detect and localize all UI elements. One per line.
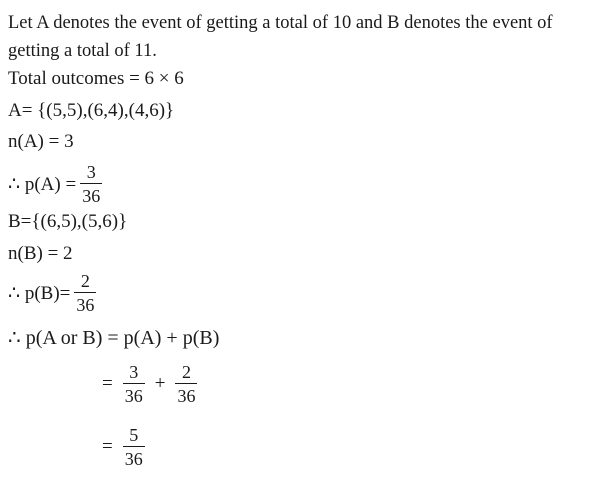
result-step (96, 425, 149, 469)
fraction-bar (175, 383, 197, 384)
fraction-bar (123, 446, 145, 447)
probability-a-prefix: ∴ p(A) = (8, 173, 77, 195)
probability-b-prefix: ∴ p(B)= (8, 282, 71, 304)
total-outcomes: Total outcomes = 6 × 6 (8, 68, 184, 89)
count-a: n(A) = 3 (8, 131, 74, 152)
fraction-denominator: 36 (124, 386, 143, 406)
fraction-bar (123, 383, 145, 384)
probability-b (8, 271, 100, 315)
probability-a (8, 162, 106, 206)
fraction-denominator: 36 (177, 386, 196, 406)
sum-step (96, 362, 201, 406)
result-fraction (123, 425, 145, 469)
fraction-numerator: 2 (181, 362, 191, 382)
fraction-numerator: 2 (80, 271, 90, 291)
fraction-numerator: 3 (86, 162, 96, 182)
probability-b-fraction (74, 271, 96, 315)
fraction-numerator: 3 (129, 362, 139, 382)
set-b: B={(6,5),(5,6)} (8, 211, 128, 232)
equals-sign: = (102, 436, 113, 457)
intro-line-2: getting a total of 11. (8, 41, 157, 61)
fraction-denominator: 36 (82, 186, 101, 206)
fraction-denominator: 36 (124, 449, 143, 469)
fraction-numerator: 5 (129, 425, 139, 445)
equals-sign: = (102, 373, 113, 394)
intro-line-1: Let A denotes the event of getting a total of 10 and B denotes the event of (8, 13, 553, 33)
plus-sign: + (154, 373, 166, 394)
fraction-denominator: 36 (76, 295, 95, 315)
sum-fraction-a (123, 362, 145, 406)
count-b: n(B) = 2 (8, 243, 73, 264)
probability-a-fraction (80, 162, 102, 206)
fraction-bar (74, 292, 96, 293)
probability-a-or-b: ∴ p(A or B) = p(A) + p(B) (8, 327, 220, 349)
sum-fraction-b (175, 362, 197, 406)
fraction-bar (80, 183, 102, 184)
set-a: A= {(5,5),(6,4),(4,6)} (8, 100, 175, 121)
